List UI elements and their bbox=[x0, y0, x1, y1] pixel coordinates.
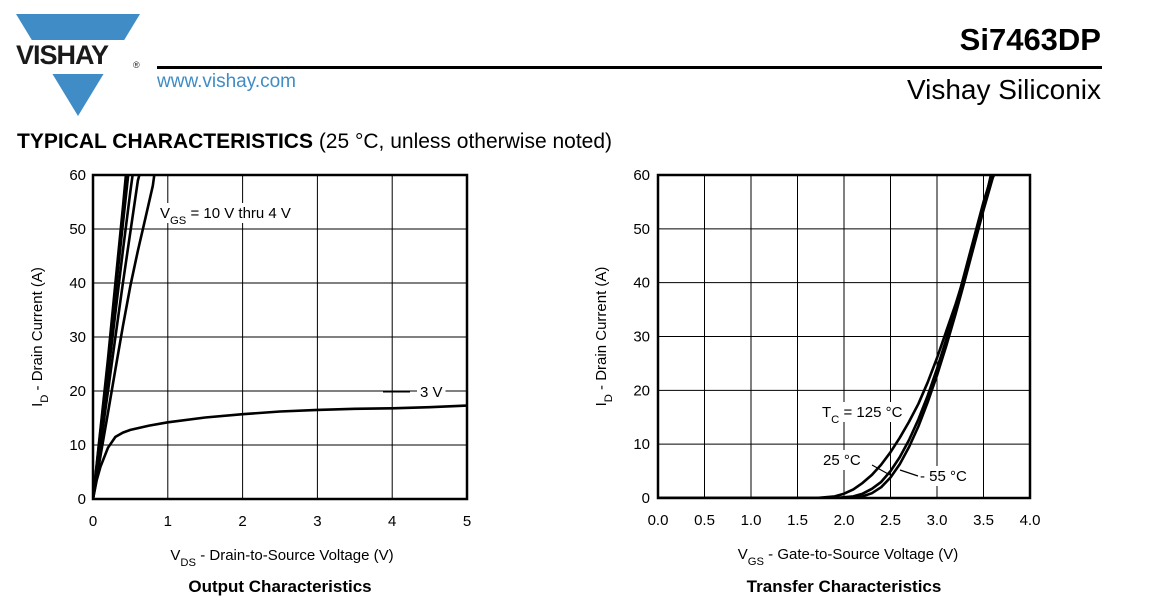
x-tick-label: 2.0 bbox=[833, 512, 855, 529]
registered-mark: ® bbox=[133, 60, 140, 70]
x-tick-label: 1 bbox=[163, 513, 172, 530]
x-tick-label: 1.0 bbox=[740, 512, 762, 529]
annotation-leader bbox=[900, 470, 918, 476]
y-tick-label: 20 bbox=[69, 383, 86, 400]
x-tick-label: 0 bbox=[88, 513, 98, 530]
y-tick-label: 10 bbox=[69, 437, 86, 454]
x-tick-label: 5 bbox=[462, 513, 472, 530]
x-tick-label: 3.5 bbox=[973, 512, 994, 529]
series-line-3-v bbox=[93, 406, 467, 499]
y-tick-label: 60 bbox=[633, 167, 650, 184]
y-tick-label: 30 bbox=[69, 329, 86, 346]
chart-title: Transfer Characteristics bbox=[746, 577, 942, 596]
y-tick-label: 30 bbox=[633, 328, 650, 346]
vishay-logo[interactable]: VISHAY bbox=[16, 40, 109, 70]
chart-title: Output Characteristics bbox=[188, 577, 372, 596]
annotation-label: 3 V bbox=[420, 384, 443, 401]
part-number: Si7463DP bbox=[959, 22, 1101, 57]
y-tick-label: 50 bbox=[633, 220, 650, 238]
company-name: Vishay Siliconix bbox=[906, 74, 1101, 105]
y-tick-label: 10 bbox=[633, 436, 650, 454]
y-axis-label: $I_D$ - Drain Current (A) bbox=[593, 266, 615, 407]
y-axis-label: $I_D$ - Drain Current (A) bbox=[29, 267, 51, 407]
x-tick-label: 3 bbox=[313, 513, 322, 530]
x-tick-label: 2.5 bbox=[880, 512, 901, 529]
x-tick-label: 3.0 bbox=[926, 512, 948, 529]
x-tick-label: 4 bbox=[388, 513, 397, 530]
annotation-label: 25 °C bbox=[823, 452, 861, 469]
annotation-label: - 55 °C bbox=[920, 468, 967, 485]
x-tick-label: 1.5 bbox=[787, 512, 808, 529]
y-tick-label: 0 bbox=[77, 491, 86, 508]
chart-1 bbox=[29, 167, 471, 596]
x-tick-label: 2 bbox=[238, 513, 247, 530]
x-tick-label: 0.5 bbox=[694, 512, 715, 529]
x-axis-label: $V_{DS}$ - Drain-to-Source Voltage (V) bbox=[170, 547, 394, 569]
x-tick-label: 0.0 bbox=[647, 512, 669, 529]
y-tick-label: 0 bbox=[641, 490, 650, 507]
annotation-label: $T_C = 125$ °C bbox=[822, 404, 903, 426]
x-tick-label: 4.0 bbox=[1019, 512, 1041, 529]
y-tick-label: 50 bbox=[69, 221, 86, 238]
y-tick-label: 40 bbox=[633, 274, 650, 292]
y-tick-label: 20 bbox=[633, 382, 650, 400]
y-tick-label: 60 bbox=[69, 167, 86, 184]
section-title-bold: TYPICAL CHARACTERISTICS bbox=[17, 130, 313, 153]
website-link[interactable]: www.vishay.com bbox=[157, 71, 297, 92]
y-tick-label: 40 bbox=[69, 275, 86, 292]
series-line-25-c bbox=[658, 172, 993, 498]
section-title-note: (25 °C, unless otherwise noted) bbox=[318, 130, 613, 153]
x-axis-label: $V_{GS}$ - Gate-to-Source Voltage (V) bbox=[737, 546, 959, 568]
chart-2 bbox=[593, 167, 1040, 596]
annotation-label: $V_{GS} = 10$ V thru 4 V bbox=[160, 205, 291, 227]
